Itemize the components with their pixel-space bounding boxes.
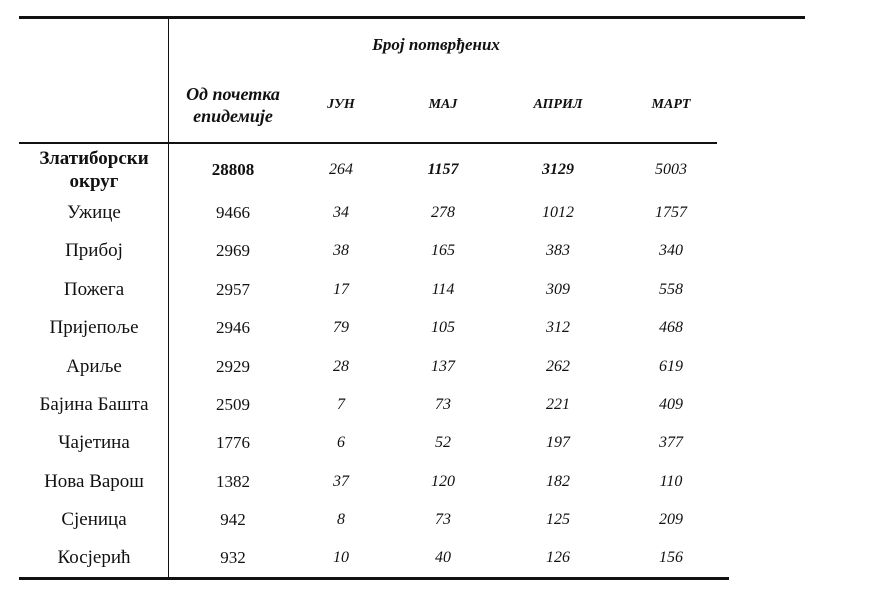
cell-jun: 79 (333, 319, 349, 336)
table-column-divider (168, 19, 169, 579)
cell-jun: 7 (337, 396, 345, 413)
cell-jun: 28 (333, 358, 349, 375)
cell-april: 182 (546, 473, 570, 490)
cell-maj: 1157 (427, 161, 459, 178)
cell-jun: 264 (329, 161, 353, 178)
cell-april: 221 (546, 396, 570, 413)
cell-name: Ужице (67, 202, 121, 223)
cell-total: 9466 (216, 203, 250, 222)
cell-april: 3129 (542, 161, 574, 178)
table-header-rule (19, 142, 717, 144)
cell-jun: 37 (333, 473, 349, 490)
cell-total: 932 (220, 548, 246, 567)
cell-mart: 1757 (655, 204, 687, 221)
table-top-rule (19, 16, 805, 19)
cell-jun: 8 (337, 511, 345, 528)
cell-total: 1382 (216, 472, 250, 491)
month-header-mart: МАРТ (651, 97, 691, 112)
cell-april: 125 (546, 511, 570, 528)
cell-total: 28808 (211, 160, 255, 179)
cell-mart: 377 (659, 434, 683, 451)
month-header-jun: ЈУН (327, 97, 355, 112)
cell-maj: 278 (431, 204, 455, 221)
cell-jun: 10 (333, 549, 349, 566)
cell-mart: 468 (659, 319, 683, 336)
cell-total: 1776 (216, 433, 250, 452)
cell-mart: 156 (659, 549, 683, 566)
cell-total: 2957 (216, 280, 250, 299)
cell-maj: 120 (431, 473, 455, 490)
month-header-april: АПРИЛ (533, 97, 583, 112)
cell-jun: 34 (333, 204, 349, 221)
cell-total: 942 (220, 510, 246, 529)
cell-mart: 558 (659, 281, 683, 298)
cell-total: 2946 (216, 318, 250, 337)
cell-april: 197 (546, 434, 570, 451)
cell-mart: 340 (659, 242, 683, 259)
cell-name: Косјерић (57, 547, 131, 568)
cell-mart: 110 (659, 473, 683, 490)
cell-name: Златиборски округ (39, 148, 149, 192)
cell-total: 2509 (216, 395, 250, 414)
cell-april: 1012 (542, 204, 574, 221)
cell-total: 2929 (216, 357, 250, 376)
cell-jun: 17 (333, 281, 349, 298)
cell-april: 309 (546, 281, 570, 298)
cell-total: 2969 (216, 241, 250, 260)
cell-name: Нова Варош (44, 471, 144, 492)
cell-name: Пожега (63, 279, 125, 300)
cell-name: Бајина Башта (39, 394, 149, 415)
cell-name: Сјеница (61, 509, 127, 530)
total-column-header: Од почетка епидемије (186, 84, 280, 126)
group-header: Број потврђених (372, 35, 500, 54)
cell-april: 126 (546, 549, 570, 566)
cell-maj: 52 (435, 434, 451, 451)
cell-april: 312 (546, 319, 570, 336)
month-header-maj: МАЈ (428, 97, 458, 112)
cell-maj: 137 (431, 358, 455, 375)
cell-mart: 409 (659, 396, 683, 413)
table-bottom-rule (19, 577, 729, 580)
cell-name: Пријепоље (49, 317, 139, 338)
cell-mart: 619 (659, 358, 683, 375)
cell-maj: 165 (431, 242, 455, 259)
cell-mart: 209 (659, 511, 683, 528)
cell-april: 383 (546, 242, 570, 259)
cell-maj: 114 (431, 281, 455, 298)
cell-name: Ариље (66, 356, 122, 377)
cell-name: Чајетина (58, 432, 130, 453)
cell-name: Прибој (65, 240, 123, 261)
cell-maj: 40 (435, 549, 451, 566)
cell-maj: 73 (435, 396, 451, 413)
cell-jun: 6 (337, 434, 345, 451)
cell-april: 262 (546, 358, 570, 375)
cell-jun: 38 (333, 242, 349, 259)
cell-mart: 5003 (655, 161, 687, 178)
cell-maj: 105 (431, 319, 455, 336)
cell-maj: 73 (435, 511, 451, 528)
